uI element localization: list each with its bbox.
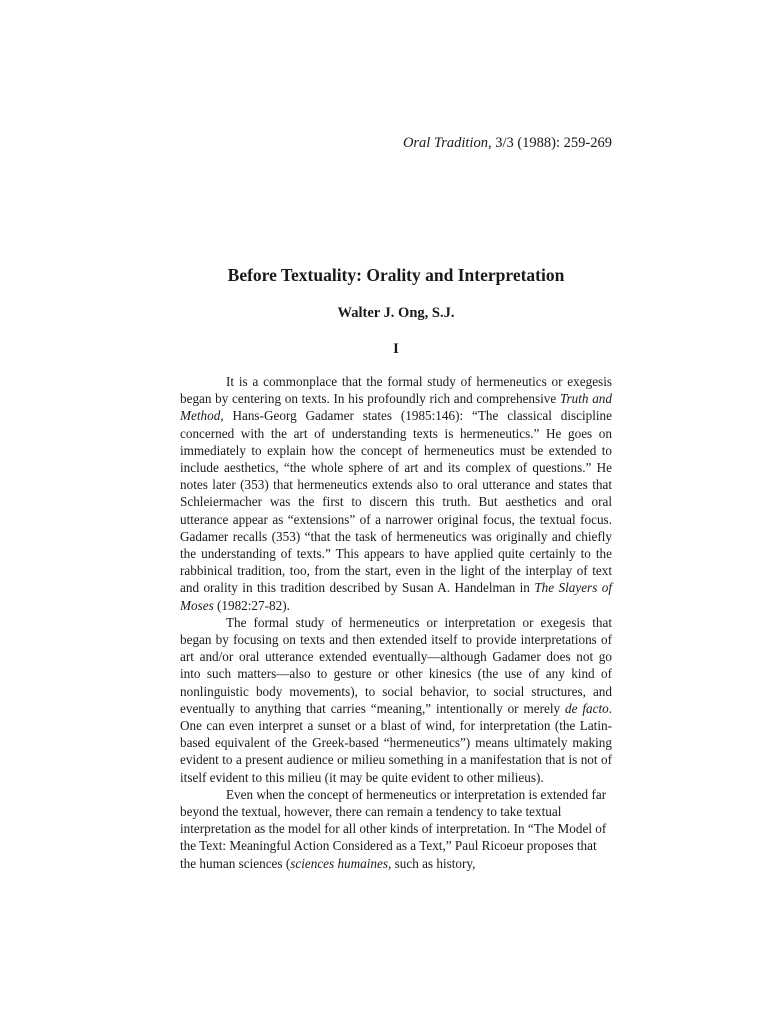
article-author: Walter J. Ong, S.J. bbox=[337, 305, 455, 321]
article-title: Before Textuality: Orality and Interpretation bbox=[227, 265, 565, 285]
emphasis-italic: de facto bbox=[564, 700, 609, 716]
text-run: Even when the concept of hermeneutics or interpretation is extended far beyond the textual, however, there can remain a tendency to take textual interpretation as the model for all other kinds of interpretation. In “The Model of the Text: Meaningful Action Considered as a Text,” Paul Ricoeur proposes that the human sciences ( bbox=[180, 786, 607, 871]
text-run: (1982:27-82). bbox=[213, 597, 290, 613]
book-title-italic: The Slayers of Moses bbox=[180, 580, 612, 613]
text-run: , Hans-Georg Gadamer states (1985:146): “The classical discipline concerned with the art of understanding texts is hermeneutics.” He goes on immediately to explain how the concept of hermeneutics must be extended to include aesthetics, “the whole sphere of art and its complex of questions.” He notes later (353) that hermeneutics extends also to oral utterance and states that Schleiermacher was the first to discern this truth. But aesthetics and oral utterance appear as “extensions” of a narrower original focus, the textual focus. Gadamer recalls (353) “that the task of hermeneutics was originally and chiefly the understanding of texts.” This appears to have applied quite certainly to the rabbinical tradition, too, from the start, even in the light of the interplay of text and orality in this tradition described by Susan A. Handelman in bbox=[180, 408, 612, 596]
paragraph bbox=[180, 786, 612, 872]
text-run: The formal study of hermeneutics or interpretation or exegesis that began by focusing on texts and then extended itself to provide interpretations of art and/or oral utterance extended eventually—although Gadamer does not go into such matters—also to gesture or other kinesics (the use of any kind of nonlinguistic body movements), to social behavior, to social structures, and eventually to anything that carries “meaning,” intentionally or merely bbox=[180, 614, 612, 716]
section-number: I bbox=[393, 341, 399, 357]
paragraph bbox=[180, 614, 612, 786]
body-text bbox=[180, 373, 612, 872]
text-run: . One can even interpret a sunset or a blast of wind, for interpretation (the Latin-based equivalent of the Greek-based “hermeneutics”) means ultimately making evident to a present audience or milieu something in a manifestation that is not of itself evident to this milieu (it may be quite evident to other milieus). bbox=[180, 700, 612, 785]
journal-name: Oral Tradition bbox=[402, 135, 488, 151]
journal-citation: , 3/3 (1988): 259-269 bbox=[487, 135, 612, 151]
paragraph bbox=[180, 373, 612, 614]
term-italic: sciences humaines bbox=[290, 855, 389, 871]
text-run: , such as history, bbox=[388, 855, 476, 871]
text-run: It is a commonplace that the formal study of hermeneutics or exegesis began by centering on texts. In his profoundly rich and comprehensive bbox=[180, 374, 612, 407]
running-head bbox=[403, 134, 612, 152]
book-title-italic: Truth and Method bbox=[180, 391, 612, 424]
